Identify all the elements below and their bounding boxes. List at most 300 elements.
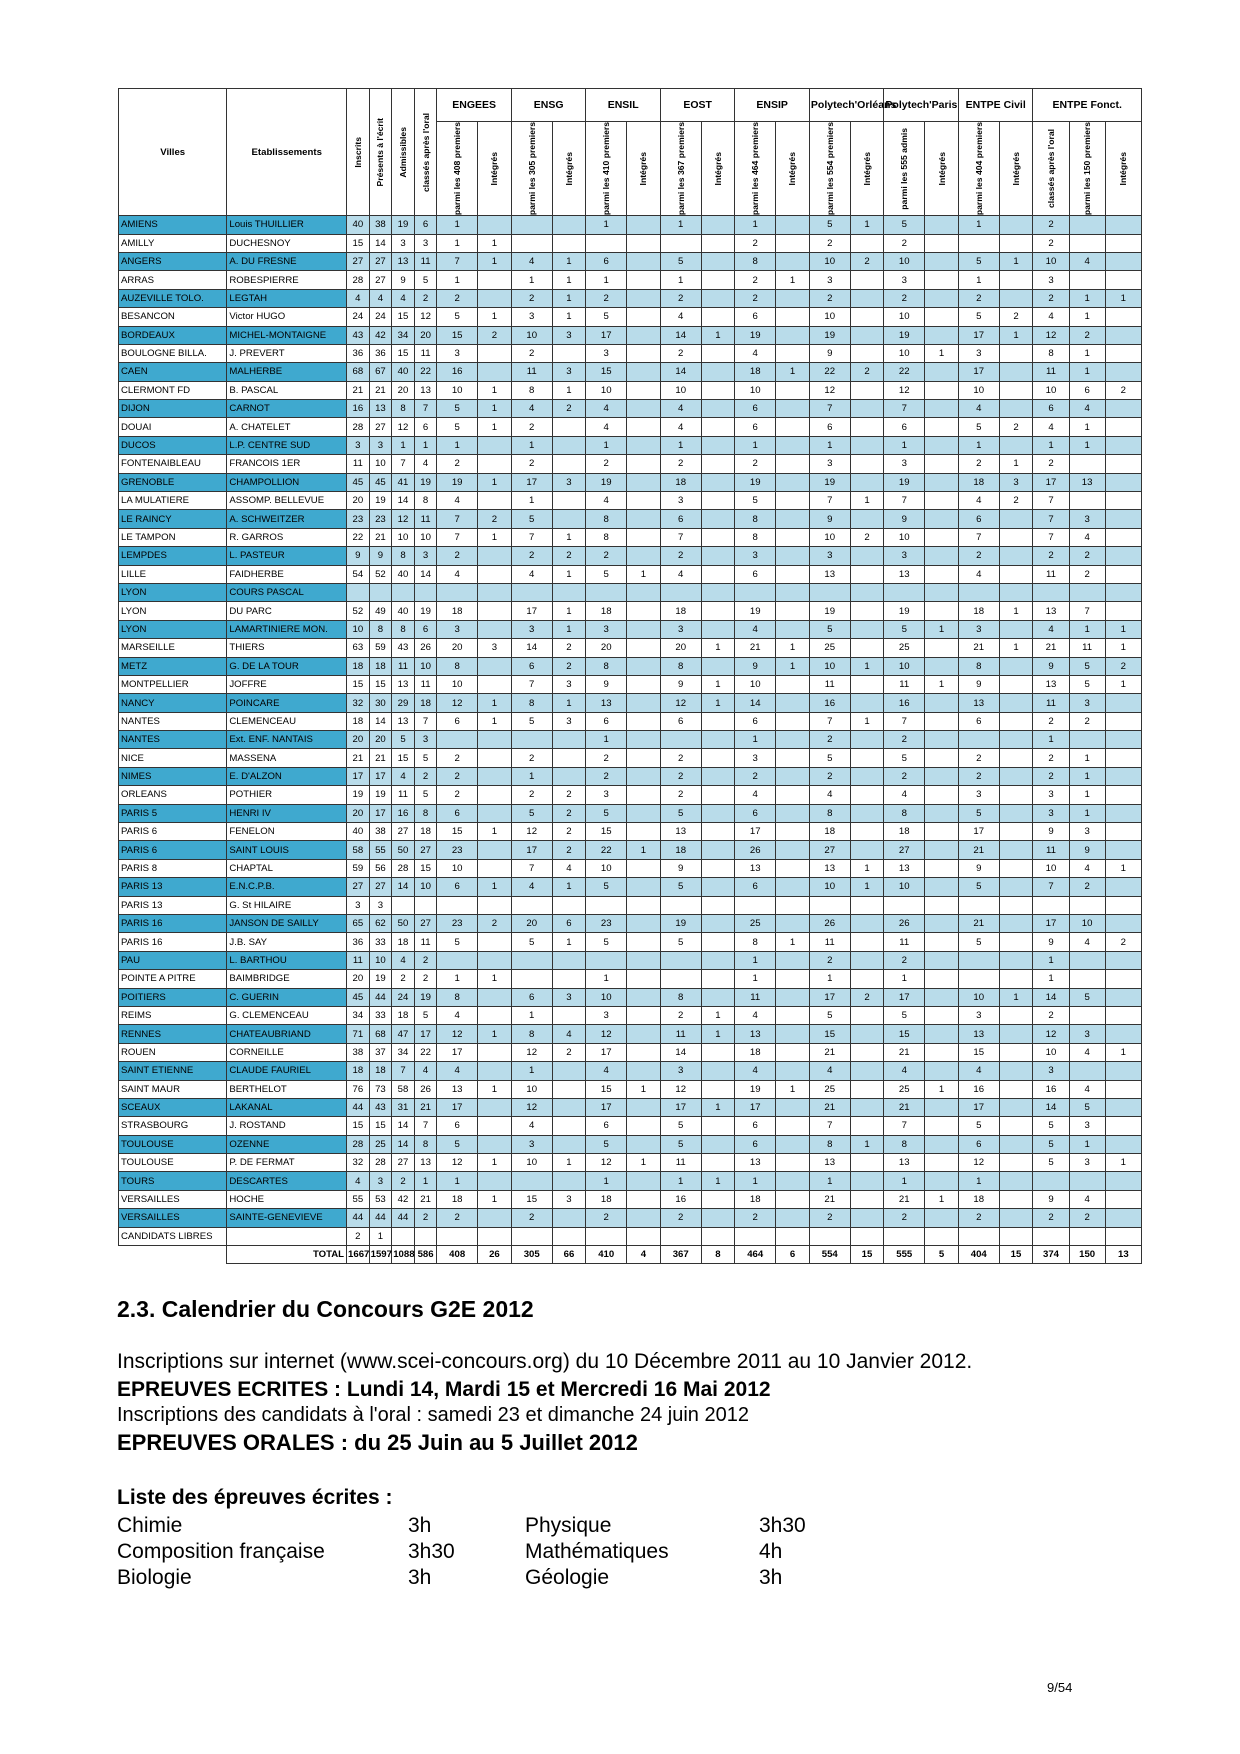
value-cell <box>999 804 1033 822</box>
value-cell: 8 <box>392 400 415 418</box>
value-cell: 16 <box>392 804 415 822</box>
value-cell: 7 <box>809 1117 850 1135</box>
value-cell <box>552 1062 586 1080</box>
value-cell: 10 <box>884 252 925 270</box>
value-cell: 43 <box>369 1098 392 1116</box>
value-cell: 2 <box>884 731 925 749</box>
header-sub <box>511 122 552 216</box>
written-exams-list-title: Liste des épreuves écrites : <box>117 1486 393 1509</box>
value-cell: 20 <box>347 804 370 822</box>
value-cell <box>999 1209 1033 1227</box>
value-cell: 2 <box>437 749 478 767</box>
value-cell: 8 <box>958 657 999 675</box>
value-cell <box>999 547 1033 565</box>
value-cell: 2 <box>1033 767 1069 785</box>
value-cell: 1 <box>1069 418 1105 436</box>
exam-name: Biologie <box>117 1566 192 1589</box>
value-cell: 18 <box>660 841 701 859</box>
header-group: ENSIP <box>735 89 810 122</box>
value-cell: 15 <box>392 749 415 767</box>
value-cell: 2 <box>511 547 552 565</box>
value-cell <box>627 767 661 785</box>
value-cell: 6 <box>414 216 437 234</box>
value-cell <box>999 400 1033 418</box>
table-row <box>119 565 1142 583</box>
value-cell: 1 <box>511 271 552 289</box>
value-cell <box>627 418 661 436</box>
value-cell <box>414 583 437 601</box>
value-cell <box>586 234 627 252</box>
value-cell <box>925 455 959 473</box>
city-cell: TOULOUSE <box>119 1135 227 1153</box>
value-cell <box>478 271 512 289</box>
value-cell <box>850 344 884 362</box>
value-cell: 5 <box>809 1006 850 1024</box>
value-cell: 1 <box>478 823 512 841</box>
value-cell: 1 <box>511 767 552 785</box>
value-cell <box>701 841 735 859</box>
value-cell: 14 <box>660 363 701 381</box>
value-cell <box>701 271 735 289</box>
header-presents-text: Présents à l'écrit <box>375 117 386 187</box>
value-cell <box>850 1062 884 1080</box>
value-cell <box>552 418 586 436</box>
value-cell: 3 <box>369 896 392 914</box>
value-cell: 4 <box>1069 859 1105 877</box>
value-cell: 14 <box>392 1117 415 1135</box>
value-cell <box>884 1227 925 1245</box>
value-cell: 17 <box>511 473 552 491</box>
value-cell <box>999 1080 1033 1098</box>
value-cell: 3 <box>552 712 586 730</box>
school-cell: FRANCOIS 1ER <box>227 455 347 473</box>
value-cell: 2 <box>586 455 627 473</box>
value-cell: 4 <box>369 289 392 307</box>
school-cell: J. ROSTAND <box>227 1117 347 1135</box>
value-cell <box>627 823 661 841</box>
value-cell: 1 <box>999 988 1033 1006</box>
value-cell <box>478 289 512 307</box>
value-cell: 4 <box>1069 400 1105 418</box>
value-cell <box>776 786 810 804</box>
value-cell <box>999 289 1033 307</box>
value-cell: 27 <box>369 418 392 436</box>
value-cell <box>627 528 661 546</box>
value-cell: 21 <box>884 1098 925 1116</box>
value-cell <box>586 951 627 969</box>
table-row <box>119 436 1142 454</box>
value-cell: 2 <box>437 547 478 565</box>
value-cell: 59 <box>369 639 392 657</box>
value-cell: 52 <box>369 565 392 583</box>
value-cell: 13 <box>884 859 925 877</box>
value-cell <box>925 436 959 454</box>
value-cell <box>478 583 512 601</box>
value-cell <box>627 1025 661 1043</box>
school-cell: DU PARC <box>227 602 347 620</box>
value-cell: 27 <box>392 823 415 841</box>
table-row <box>119 620 1142 638</box>
value-cell: 18 <box>369 657 392 675</box>
value-cell: 5 <box>511 510 552 528</box>
value-cell: 3 <box>1069 1154 1105 1172</box>
school-cell: CLEMENCEAU <box>227 712 347 730</box>
value-cell <box>552 344 586 362</box>
value-cell: 5 <box>660 878 701 896</box>
value-cell: 5 <box>511 933 552 951</box>
value-cell: 19 <box>414 988 437 1006</box>
value-cell: 12 <box>437 1154 478 1172</box>
value-cell: 1 <box>1069 749 1105 767</box>
value-cell: 2 <box>1033 234 1069 252</box>
value-cell <box>999 565 1033 583</box>
value-cell: 3 <box>1069 510 1105 528</box>
value-cell <box>850 731 884 749</box>
value-cell <box>999 1135 1033 1153</box>
value-cell: 6 <box>1069 381 1105 399</box>
value-cell: 10 <box>958 988 999 1006</box>
value-cell <box>850 418 884 436</box>
value-cell <box>627 344 661 362</box>
value-cell: 2 <box>552 400 586 418</box>
value-cell <box>627 216 661 234</box>
value-cell: 6 <box>735 308 776 326</box>
value-cell: 2 <box>478 915 512 933</box>
value-cell <box>627 1043 661 1061</box>
value-cell <box>1105 308 1141 326</box>
city-cell: NANTES <box>119 712 227 730</box>
value-cell <box>701 712 735 730</box>
value-cell <box>925 988 959 1006</box>
value-cell <box>1069 1172 1105 1190</box>
value-cell <box>627 326 661 344</box>
value-cell: 7 <box>809 400 850 418</box>
value-cell: 6 <box>511 657 552 675</box>
value-cell: 2 <box>735 234 776 252</box>
table-row <box>119 675 1142 693</box>
value-cell: 9 <box>347 547 370 565</box>
value-cell: 5 <box>586 933 627 951</box>
value-cell: 22 <box>414 1043 437 1061</box>
value-cell <box>850 1154 884 1172</box>
value-cell: 6 <box>735 1117 776 1135</box>
value-cell: 1 <box>478 473 512 491</box>
value-cell: 3 <box>437 620 478 638</box>
value-cell <box>1069 492 1105 510</box>
value-cell: 27 <box>369 252 392 270</box>
value-cell: 1 <box>735 951 776 969</box>
value-cell <box>627 896 661 914</box>
value-cell: 4 <box>884 1062 925 1080</box>
value-cell: 13 <box>735 1154 776 1172</box>
value-cell: 17 <box>586 326 627 344</box>
value-cell: 18 <box>958 602 999 620</box>
school-cell: C. GUERIN <box>227 988 347 1006</box>
value-cell: 4 <box>1033 620 1069 638</box>
header-sub-text: parmi les 367 premiers <box>675 122 686 216</box>
value-cell: 9 <box>660 859 701 877</box>
value-cell: 1 <box>850 657 884 675</box>
value-cell <box>925 473 959 491</box>
value-cell <box>999 657 1033 675</box>
value-cell <box>627 271 661 289</box>
school-cell: MALHERBE <box>227 363 347 381</box>
value-cell <box>925 1062 959 1080</box>
value-cell: 3 <box>1033 1062 1069 1080</box>
value-cell <box>776 859 810 877</box>
value-cell <box>627 804 661 822</box>
value-cell <box>701 657 735 675</box>
value-cell: 1 <box>660 216 701 234</box>
header-sub <box>809 122 850 216</box>
value-cell: 10 <box>735 381 776 399</box>
value-cell: 2 <box>511 344 552 362</box>
value-cell: 12 <box>511 823 552 841</box>
city-cell: TOURS <box>119 1172 227 1190</box>
value-cell <box>701 859 735 877</box>
value-cell <box>701 344 735 362</box>
value-cell: 18 <box>809 823 850 841</box>
value-cell: 21 <box>809 1098 850 1116</box>
value-cell <box>511 234 552 252</box>
value-cell: 11 <box>347 951 370 969</box>
header-sub <box>999 122 1033 216</box>
value-cell: 2 <box>660 547 701 565</box>
value-cell: 32 <box>347 1154 370 1172</box>
value-cell: 6 <box>552 915 586 933</box>
value-cell <box>776 565 810 583</box>
value-cell <box>999 510 1033 528</box>
value-cell: 8 <box>586 657 627 675</box>
value-cell: 1 <box>478 1025 512 1043</box>
value-cell: 1 <box>1069 436 1105 454</box>
value-cell: 40 <box>392 565 415 583</box>
value-cell: 4 <box>511 878 552 896</box>
value-cell <box>925 400 959 418</box>
value-cell <box>925 1006 959 1024</box>
value-cell: 10 <box>437 381 478 399</box>
value-cell <box>776 473 810 491</box>
header-sub-text: Intégrés <box>936 151 947 186</box>
value-cell: 1 <box>809 1172 850 1190</box>
value-cell <box>478 731 512 749</box>
value-cell: 33 <box>369 1006 392 1024</box>
header-sub <box>1033 122 1069 216</box>
value-cell: 1 <box>552 308 586 326</box>
city-cell: ORLEANS <box>119 786 227 804</box>
value-cell <box>1105 712 1141 730</box>
value-cell <box>958 583 999 601</box>
value-cell <box>701 234 735 252</box>
value-cell: 8 <box>660 988 701 1006</box>
value-cell <box>776 1227 810 1245</box>
value-cell: 19 <box>369 786 392 804</box>
value-cell: 2 <box>586 1209 627 1227</box>
city-cell: CANDIDATS LIBRES <box>119 1227 227 1245</box>
value-cell <box>701 436 735 454</box>
value-cell: 2 <box>414 1209 437 1227</box>
value-cell <box>478 1172 512 1190</box>
value-cell <box>1105 271 1141 289</box>
value-cell <box>478 1117 512 1135</box>
value-cell <box>627 473 661 491</box>
page-number: 9/54 <box>1047 1680 1073 1695</box>
value-cell: 6 <box>958 510 999 528</box>
school-cell: CHAMPOLLION <box>227 473 347 491</box>
school-cell: A. SCHWEITZER <box>227 510 347 528</box>
header-presents <box>369 89 392 216</box>
school-cell: G. DE LA TOUR <box>227 657 347 675</box>
value-cell: 2 <box>809 1209 850 1227</box>
value-cell: 17 <box>437 1098 478 1116</box>
value-cell: 1 <box>776 363 810 381</box>
value-cell: 5 <box>958 878 999 896</box>
value-cell <box>369 583 392 601</box>
school-cell: B. PASCAL <box>227 381 347 399</box>
value-cell: 2 <box>1069 565 1105 583</box>
total-value: 13 <box>1105 1246 1141 1264</box>
value-cell <box>701 216 735 234</box>
value-cell: 19 <box>884 602 925 620</box>
value-cell: 8 <box>809 1135 850 1153</box>
value-cell <box>925 381 959 399</box>
value-cell: 6 <box>437 712 478 730</box>
value-cell <box>478 216 512 234</box>
value-cell <box>925 308 959 326</box>
value-cell <box>850 583 884 601</box>
value-cell <box>999 1154 1033 1172</box>
value-cell: 4 <box>392 767 415 785</box>
value-cell <box>776 675 810 693</box>
value-cell: 25 <box>809 639 850 657</box>
value-cell <box>478 455 512 473</box>
value-cell: 1 <box>552 933 586 951</box>
value-cell: 6 <box>958 1135 999 1153</box>
value-cell: 26 <box>809 915 850 933</box>
written-exams-dates: EPREUVES ECRITES : Lundi 14, Mardi 15 et Mercredi 16 Mai 2012 <box>117 1378 771 1401</box>
value-cell: 18 <box>586 602 627 620</box>
value-cell: 6 <box>660 510 701 528</box>
value-cell: 12 <box>437 1025 478 1043</box>
table-row <box>119 510 1142 528</box>
value-cell: 4 <box>347 1172 370 1190</box>
value-cell: 27 <box>347 252 370 270</box>
value-cell: 10 <box>809 878 850 896</box>
value-cell: 1 <box>478 878 512 896</box>
city-cell: METZ <box>119 657 227 675</box>
value-cell: 2 <box>511 786 552 804</box>
value-cell: 6 <box>586 252 627 270</box>
value-cell: 21 <box>347 381 370 399</box>
value-cell: 1 <box>701 694 735 712</box>
value-cell: 17 <box>958 363 999 381</box>
value-cell: 1 <box>437 271 478 289</box>
value-cell: 15 <box>369 1117 392 1135</box>
value-cell: 2 <box>437 289 478 307</box>
value-cell: 5 <box>958 418 999 436</box>
value-cell: 7 <box>511 859 552 877</box>
value-cell: 10 <box>414 657 437 675</box>
header-sub <box>701 122 735 216</box>
value-cell <box>478 951 512 969</box>
value-cell: 1 <box>437 436 478 454</box>
value-cell: 76 <box>347 1080 370 1098</box>
value-cell <box>586 896 627 914</box>
value-cell: 1 <box>1105 620 1141 638</box>
value-cell <box>701 455 735 473</box>
value-cell: 17 <box>347 767 370 785</box>
value-cell <box>925 1154 959 1172</box>
value-cell: 8 <box>884 1135 925 1153</box>
value-cell <box>776 418 810 436</box>
value-cell <box>552 234 586 252</box>
table-row <box>119 786 1142 804</box>
value-cell: 12 <box>511 1098 552 1116</box>
value-cell: 3 <box>586 344 627 362</box>
value-cell: 2 <box>850 528 884 546</box>
value-cell: 24 <box>392 988 415 1006</box>
value-cell <box>850 970 884 988</box>
value-cell: 1 <box>958 271 999 289</box>
section-title: 2.3. Calendrier du Concours G2E 2012 <box>117 1296 534 1322</box>
value-cell: 10 <box>437 675 478 693</box>
value-cell <box>1105 878 1141 896</box>
value-cell: 7 <box>511 528 552 546</box>
value-cell <box>392 1227 415 1245</box>
value-cell <box>999 933 1033 951</box>
value-cell <box>850 841 884 859</box>
value-cell: 8 <box>735 510 776 528</box>
value-cell <box>776 583 810 601</box>
value-cell <box>1069 271 1105 289</box>
city-cell: POINTE A PITRE <box>119 970 227 988</box>
value-cell: 1 <box>735 216 776 234</box>
value-cell: 37 <box>369 1043 392 1061</box>
value-cell <box>414 896 437 914</box>
value-cell: 18 <box>958 473 999 491</box>
value-cell: 23 <box>586 915 627 933</box>
value-cell: 2 <box>850 252 884 270</box>
value-cell <box>552 1006 586 1024</box>
value-cell <box>809 583 850 601</box>
header-sub-text: parmi les 408 premiers <box>452 122 463 216</box>
value-cell <box>925 712 959 730</box>
value-cell: 3 <box>369 1172 392 1190</box>
table-row <box>119 731 1142 749</box>
value-cell: 7 <box>884 492 925 510</box>
value-cell: 7 <box>437 252 478 270</box>
value-cell: 2 <box>958 547 999 565</box>
value-cell <box>925 896 959 914</box>
value-cell <box>776 823 810 841</box>
value-cell <box>552 1098 586 1116</box>
value-cell: 1 <box>437 970 478 988</box>
city-cell: ROUEN <box>119 1043 227 1061</box>
value-cell <box>701 731 735 749</box>
value-cell: 56 <box>369 859 392 877</box>
value-cell: 5 <box>437 418 478 436</box>
header-sub <box>1069 122 1105 216</box>
school-cell: CARNOT <box>227 400 347 418</box>
value-cell <box>478 1062 512 1080</box>
value-cell: 4 <box>660 400 701 418</box>
value-cell <box>437 951 478 969</box>
value-cell <box>776 988 810 1006</box>
value-cell: 3 <box>660 1062 701 1080</box>
value-cell <box>850 1098 884 1116</box>
value-cell: 1 <box>1105 639 1141 657</box>
value-cell <box>776 804 810 822</box>
